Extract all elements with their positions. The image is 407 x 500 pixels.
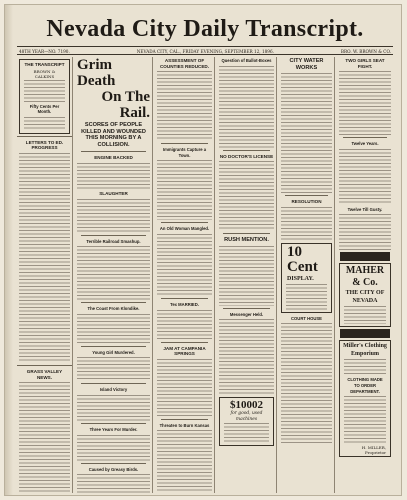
lead-headline-line-1: Grim Death xyxy=(77,57,116,89)
column-2-head-c: Terrible Railroad Smashup. xyxy=(86,238,141,244)
column-2-head-f: Island Victory xyxy=(99,387,128,393)
column-rule xyxy=(223,150,270,151)
column-5 xyxy=(279,57,335,493)
body-text xyxy=(157,359,212,417)
column-rule xyxy=(81,346,146,347)
column-3-head-c: An Old Woman Mangled. xyxy=(159,226,210,232)
miller-advert xyxy=(339,340,391,457)
body-text xyxy=(344,306,386,324)
column-rule xyxy=(81,383,146,384)
column-5-head-a: CITY WATER WORKS xyxy=(289,58,324,71)
body-text xyxy=(157,430,212,493)
column-rule xyxy=(161,419,208,420)
transcript-box xyxy=(19,59,70,134)
column-rule xyxy=(223,308,270,309)
body-text xyxy=(344,359,386,375)
lead-headline-line-2: On The Rail. xyxy=(101,89,150,121)
column-rule xyxy=(285,195,328,196)
dateline-right: BRO. W. BROWN & CO. xyxy=(340,49,391,54)
cent-headline: 10 Cent xyxy=(287,243,318,275)
dateline-bar xyxy=(17,46,393,55)
body-text xyxy=(157,234,212,296)
column-1-head-1: LETTERS TO ED. PROGRESS xyxy=(25,139,64,151)
column-rule xyxy=(161,143,208,144)
body-text xyxy=(157,71,212,141)
column-2 xyxy=(75,57,153,493)
body-text xyxy=(339,71,391,135)
column-rule xyxy=(343,137,387,138)
column-6-head-c: Twelve Till Gusty. xyxy=(347,206,383,212)
column-4 xyxy=(217,57,277,493)
columns-area xyxy=(17,57,393,493)
body-text xyxy=(219,66,274,148)
transcript-box-title: THE TRANSCRIPT xyxy=(24,62,65,67)
dateline-left: 48TH YEAR—NO. 7190. xyxy=(19,49,70,54)
column-6-head-a: TWO GIRLS SEAT FIGHT. xyxy=(345,58,385,69)
column-3-head-b: Immigrants Capture a Town. xyxy=(162,147,207,158)
maher-subtitle: THE CITY OF NEVADA xyxy=(345,290,385,305)
column-5-head-b: RESOLUTION xyxy=(291,199,322,205)
miller-signature: H. MILLER, Proprietor xyxy=(361,445,386,456)
body-text xyxy=(281,207,332,241)
body-text xyxy=(19,153,70,363)
body-text xyxy=(157,310,212,340)
body-text xyxy=(281,73,332,193)
column-rule xyxy=(17,136,72,137)
body-text xyxy=(77,435,150,461)
offer-amount: $10002 xyxy=(230,399,263,412)
column-rule xyxy=(161,222,208,223)
column-rule xyxy=(81,151,146,152)
column-4-head-a: Question of Ballot-Boxes xyxy=(221,58,272,63)
body-text xyxy=(224,423,269,443)
column-rule xyxy=(223,233,270,234)
column-rule xyxy=(17,365,72,366)
column-rule xyxy=(81,423,146,424)
display-headline: DISPLAY. xyxy=(287,275,314,282)
miller-name: Miller's Clothing Emporium xyxy=(343,343,387,358)
column-2-head-d: The Coast From Klondike. xyxy=(87,306,140,312)
column-2-head-a: ENGINE BACKED xyxy=(94,155,133,161)
lead-deck: SCORES OF PEOPLE KILLED AND WOUNDED THIS MORNING BY A COLLISION. xyxy=(81,122,146,148)
newspaper-page xyxy=(4,4,402,496)
body-text xyxy=(77,314,150,344)
column-6-head-b: Twelve Years. xyxy=(351,141,379,147)
offer-advert xyxy=(219,397,274,446)
body-text xyxy=(281,323,332,443)
body-text xyxy=(19,382,70,492)
column-4-head-c: RUSH MENTION. xyxy=(224,237,269,244)
page-edge-shadow xyxy=(5,5,13,495)
masthead-title: Nevada City Daily Transcript. xyxy=(46,16,364,42)
maher-advert xyxy=(339,263,391,327)
body-text xyxy=(77,395,150,421)
body-text xyxy=(24,117,65,131)
body-text xyxy=(219,161,274,231)
price-line: Fifty Cents Per Month. xyxy=(29,103,60,115)
column-2-head-h: Caused by Greasy Birds. xyxy=(88,466,139,472)
body-text xyxy=(339,149,391,205)
ad-divider-band xyxy=(340,329,390,338)
body-text xyxy=(219,246,274,306)
column-2-head-e: Young Girl Murdered. xyxy=(92,349,135,355)
column-4-head-d: Messenger Held. xyxy=(229,311,264,317)
offer-sub: for good, used machines xyxy=(230,411,263,422)
column-6 xyxy=(337,57,393,493)
column-rule xyxy=(161,342,208,343)
column-3-head-e: JAM AT CAMPANIA SPRINGS xyxy=(163,345,206,357)
column-rule xyxy=(161,298,208,299)
maher-name: MAHER & Co. xyxy=(345,265,385,289)
body-text xyxy=(24,80,65,102)
dateline-center: NEVADA CITY, CAL., FRIDAY EVENING, SEPTEMBER 12, 1896. xyxy=(136,49,274,54)
cent-display-advert xyxy=(281,243,332,313)
body-text xyxy=(77,163,150,189)
column-2-head-g: Three Years For Murder. xyxy=(89,426,138,432)
column-5-head-c: COURT HOUSE xyxy=(291,315,322,321)
column-3 xyxy=(155,57,215,493)
clothing-department: CLOTHING MADE TO ORDER DEPARTMENT. xyxy=(347,377,383,394)
column-3-head-a: ASSESSMENT OF COUNTIES REDUCED. xyxy=(159,58,209,69)
transcript-box-sub: BROWN & CALKINS xyxy=(33,68,56,79)
body-text xyxy=(77,357,150,381)
body-text xyxy=(339,214,391,250)
body-text xyxy=(77,474,150,493)
column-3-head-f: Threaten to Burn Kansas xyxy=(159,422,210,428)
body-text xyxy=(219,319,274,395)
body-text xyxy=(77,199,150,233)
column-3-head-d: Tex MARRIED. xyxy=(170,301,199,307)
column-rule xyxy=(81,235,146,236)
column-1-head-2: GRASS VALLEY NEWS. xyxy=(26,368,63,380)
ad-divider-band xyxy=(340,252,390,261)
column-rule xyxy=(81,463,146,464)
column-rule xyxy=(81,302,146,303)
column-2-head-b: SLAUGHTER xyxy=(99,190,128,196)
body-text xyxy=(157,160,212,220)
column-1 xyxy=(17,57,73,493)
body-text xyxy=(344,396,386,444)
body-text xyxy=(77,246,150,300)
body-text xyxy=(286,284,327,310)
column-4-head-b: NO DOCTOR'S LICENSE xyxy=(219,153,274,159)
